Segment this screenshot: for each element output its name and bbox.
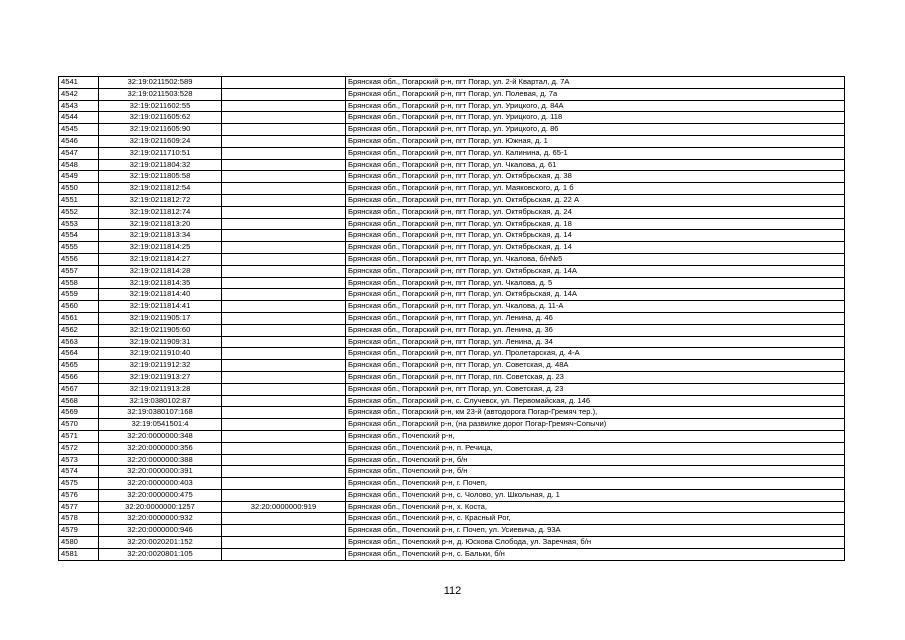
previous-cadastral-number-cell	[222, 100, 346, 112]
address-cell: Брянская обл., Погарский р-н, пгт Погар, ул. Урицкого, д. 84А	[346, 100, 845, 112]
cadastral-number-cell: 32:20:0000000:388	[99, 454, 222, 466]
table-row	[59, 301, 845, 313]
address-cell: Брянская обл., Погарский р-н, пгт Погар, ул. Советская, д. 48А	[346, 360, 845, 372]
previous-cadastral-number-cell	[222, 147, 346, 159]
previous-cadastral-number-cell	[222, 194, 346, 206]
table-row	[59, 194, 845, 206]
cadastral-number-cell: 32:19:0211912:32	[99, 360, 222, 372]
address-cell: Брянская обл., Почепский р-н, х. Коста,	[346, 501, 845, 513]
table-row	[59, 360, 845, 372]
address-cell: Брянская обл., Почепский р-н, г. Почеп,	[346, 478, 845, 490]
cadastral-number-cell: 32:20:0000000:348	[99, 430, 222, 442]
row-number-cell: 4548	[59, 159, 99, 171]
cadastral-number-cell: 32:19:0211913:28	[99, 383, 222, 395]
previous-cadastral-number-cell	[222, 124, 346, 136]
row-number-cell: 4545	[59, 124, 99, 136]
row-number-cell: 4542	[59, 88, 99, 100]
address-cell: Брянская обл., Погарский р-н, пгт Погар, ул. Чкалова, б/н№5	[346, 253, 845, 265]
address-cell: Брянская обл., Почепский р-н, п. Речица,	[346, 442, 845, 454]
row-number-cell: 4547	[59, 147, 99, 159]
row-number-cell: 4569	[59, 407, 99, 419]
row-number-cell: 4580	[59, 537, 99, 549]
row-number-cell: 4554	[59, 230, 99, 242]
table-row	[59, 253, 845, 265]
cadastral-number-cell: 32:19:0211814:40	[99, 289, 222, 301]
address-cell: Брянская обл., Погарский р-н, пгт Погар, ул. Ленина, д. 46	[346, 312, 845, 324]
address-cell: Брянская обл., Погарский р-н, пгт Погар, ул. Октябрьская, д. 14	[346, 242, 845, 254]
table-row	[59, 478, 845, 490]
row-number-cell: 4564	[59, 348, 99, 360]
table-row	[59, 407, 845, 419]
row-number-cell: 4543	[59, 100, 99, 112]
previous-cadastral-number-cell	[222, 218, 346, 230]
table-row	[59, 230, 845, 242]
row-number-cell: 4556	[59, 253, 99, 265]
cadastral-number-cell: 32:19:0211913:27	[99, 371, 222, 383]
previous-cadastral-number-cell	[222, 77, 346, 89]
cadastral-number-cell: 32:19:0211813:34	[99, 230, 222, 242]
cadastral-number-cell: 32:19:0380107:168	[99, 407, 222, 419]
previous-cadastral-number-cell	[222, 230, 346, 242]
table-row	[59, 395, 845, 407]
row-number-cell: 4581	[59, 548, 99, 560]
previous-cadastral-number-cell	[222, 183, 346, 195]
address-cell: Брянская обл., Погарский р-н, пгт Погар, ул. Южная, д. 1	[346, 135, 845, 147]
previous-cadastral-number-cell	[222, 371, 346, 383]
address-cell: Брянская обл., Почепский р-н, с. Чолово, ул. Школьная, д. 1	[346, 489, 845, 501]
address-cell: Брянская обл., Погарский р-н, с. Случевск, ул. Первомайская, д. 146	[346, 395, 845, 407]
address-cell: Брянская обл., Погарский р-н, пгт Погар, ул. Урицкого, д. 86	[346, 124, 845, 136]
address-cell: Брянская обл., Погарский р-н, пгт Погар, ул. Октябрьская, д. 14А	[346, 265, 845, 277]
previous-cadastral-number-cell	[222, 348, 346, 360]
table-row	[59, 454, 845, 466]
previous-cadastral-number-cell	[222, 242, 346, 254]
previous-cadastral-number-cell	[222, 525, 346, 537]
address-cell: Брянская обл., Почепский р-н, с. Красный Рог,	[346, 513, 845, 525]
previous-cadastral-number-cell	[222, 478, 346, 490]
row-number-cell: 4546	[59, 135, 99, 147]
address-cell: Брянская обл., Погарский р-н, пгт Погар, ул. Ленина, д. 36	[346, 324, 845, 336]
address-cell: Брянская обл., Почепский р-н,	[346, 430, 845, 442]
previous-cadastral-number-cell: 32:20:0000000:919	[222, 501, 346, 513]
cadastral-number-cell: 32:19:0211905:17	[99, 312, 222, 324]
previous-cadastral-number-cell	[222, 442, 346, 454]
cadastral-number-cell: 32:19:0380102:87	[99, 395, 222, 407]
cadastral-number-cell: 32:19:0541501:4	[99, 419, 222, 431]
previous-cadastral-number-cell	[222, 324, 346, 336]
register-table-body	[59, 77, 845, 561]
row-number-cell: 4576	[59, 489, 99, 501]
table-row	[59, 489, 845, 501]
table-row	[59, 430, 845, 442]
previous-cadastral-number-cell	[222, 253, 346, 265]
row-number-cell: 4549	[59, 171, 99, 183]
previous-cadastral-number-cell	[222, 383, 346, 395]
previous-cadastral-number-cell	[222, 360, 346, 372]
cadastral-number-cell: 32:19:0211804:32	[99, 159, 222, 171]
cadastral-number-cell: 32:19:0211814:28	[99, 265, 222, 277]
table-row	[59, 383, 845, 395]
address-cell: Брянская обл., Погарский р-н, пгт Погар, ул. Октябрьская, д. 24	[346, 206, 845, 218]
table-row	[59, 289, 845, 301]
previous-cadastral-number-cell	[222, 336, 346, 348]
address-cell: Брянская обл., Погарский р-н, (на развилке дорог Погар-Гремяч-Сопычи)	[346, 419, 845, 431]
cadastral-number-cell: 32:19:0211503:528	[99, 88, 222, 100]
previous-cadastral-number-cell	[222, 277, 346, 289]
page-number: 112	[443, 585, 462, 597]
cadastral-number-cell: 32:20:0020801:105	[99, 548, 222, 560]
row-number-cell: 4578	[59, 513, 99, 525]
cadastral-number-cell: 32:20:0000000:391	[99, 466, 222, 478]
row-number-cell: 4575	[59, 478, 99, 490]
cadastral-number-cell: 32:19:0211812:74	[99, 206, 222, 218]
previous-cadastral-number-cell	[222, 171, 346, 183]
table-row	[59, 548, 845, 560]
cadastral-number-cell: 32:19:0211910:40	[99, 348, 222, 360]
address-cell: Брянская обл., Почепский р-н, г. Почеп, ул. Усиевича, д. 93А	[346, 525, 845, 537]
address-cell: Брянская обл., Почепский р-н, д. Юскова Слобода, ул. Заречная, б/н	[346, 537, 845, 549]
address-cell: Брянская обл., Почепский р-н, б/н	[346, 454, 845, 466]
table-row	[59, 419, 845, 431]
row-number-cell: 4558	[59, 277, 99, 289]
row-number-cell: 4577	[59, 501, 99, 513]
cadastral-number-cell: 32:19:0211812:54	[99, 183, 222, 195]
cadastral-number-cell: 32:19:0211909:31	[99, 336, 222, 348]
row-number-cell: 4561	[59, 312, 99, 324]
table-row	[59, 537, 845, 549]
row-number-cell: 4562	[59, 324, 99, 336]
table-row	[59, 501, 845, 513]
cadastral-number-cell: 32:20:0000000:356	[99, 442, 222, 454]
address-cell: Брянская обл., Погарский р-н, пгт Погар, ул. Чкалова, д. 11-А	[346, 301, 845, 313]
address-cell: Брянская обл., Погарский р-н, пгт Погар, ул. Полевая, д. 7а	[346, 88, 845, 100]
table-row	[59, 159, 845, 171]
previous-cadastral-number-cell	[222, 289, 346, 301]
property-register-table	[58, 76, 845, 561]
cadastral-number-cell: 32:19:0211609:24	[99, 135, 222, 147]
previous-cadastral-number-cell	[222, 88, 346, 100]
cadastral-number-cell: 32:19:0211710:51	[99, 147, 222, 159]
previous-cadastral-number-cell	[222, 407, 346, 419]
address-cell: Брянская обл., Погарский р-н, пгт Погар, ул. Маяковского, д. 1 б	[346, 183, 845, 195]
table-row	[59, 466, 845, 478]
address-cell: Брянская обл., Погарский р-н, пгт Погар, ул. Урицкого, д. 118	[346, 112, 845, 124]
table-row	[59, 124, 845, 136]
table-row	[59, 147, 845, 159]
address-cell: Брянская обл., Погарский р-н, км 23-й (автодорога Погар-Гремяч тер.),	[346, 407, 845, 419]
cadastral-number-cell: 32:19:0211814:35	[99, 277, 222, 289]
previous-cadastral-number-cell	[222, 112, 346, 124]
table-row	[59, 348, 845, 360]
table-row	[59, 265, 845, 277]
row-number-cell: 4568	[59, 395, 99, 407]
row-number-cell: 4557	[59, 265, 99, 277]
previous-cadastral-number-cell	[222, 430, 346, 442]
row-number-cell: 4563	[59, 336, 99, 348]
address-cell: Брянская обл., Погарский р-н, пгт Погар, ул. Пролетарская, д. 4-А	[346, 348, 845, 360]
cadastral-number-cell: 32:19:0211605:90	[99, 124, 222, 136]
row-number-cell: 4565	[59, 360, 99, 372]
table-row	[59, 100, 845, 112]
table-row	[59, 112, 845, 124]
cadastral-number-cell: 32:19:0211814:25	[99, 242, 222, 254]
row-number-cell: 4552	[59, 206, 99, 218]
previous-cadastral-number-cell	[222, 489, 346, 501]
cadastral-number-cell: 32:19:0211812:72	[99, 194, 222, 206]
row-number-cell: 4567	[59, 383, 99, 395]
table-row	[59, 77, 845, 89]
previous-cadastral-number-cell	[222, 466, 346, 478]
cadastral-number-cell: 32:20:0000000:946	[99, 525, 222, 537]
cadastral-number-cell: 32:19:0211905:60	[99, 324, 222, 336]
table-row	[59, 206, 845, 218]
row-number-cell: 4559	[59, 289, 99, 301]
previous-cadastral-number-cell	[222, 419, 346, 431]
table-row	[59, 183, 845, 195]
table-row	[59, 513, 845, 525]
address-cell: Брянская обл., Почепский р-н, б/н	[346, 466, 845, 478]
cadastral-number-cell: 32:19:0211605:62	[99, 112, 222, 124]
address-cell: Брянская обл., Погарский р-н, пгт Погар, ул. Советская, д. 23	[346, 383, 845, 395]
address-cell: Брянская обл., Погарский р-н, пгт Погар, ул. Октябрьская, д. 14	[346, 230, 845, 242]
cadastral-number-cell: 32:20:0020201:152	[99, 537, 222, 549]
table-row	[59, 88, 845, 100]
cadastral-number-cell: 32:19:0211813:20	[99, 218, 222, 230]
cadastral-number-cell: 32:19:0211814:41	[99, 301, 222, 313]
row-number-cell: 4573	[59, 454, 99, 466]
cadastral-number-cell: 32:19:0211602:55	[99, 100, 222, 112]
previous-cadastral-number-cell	[222, 135, 346, 147]
table-row	[59, 171, 845, 183]
previous-cadastral-number-cell	[222, 206, 346, 218]
address-cell: Брянская обл., Почепский р-н, с. Бальки, б/н	[346, 548, 845, 560]
address-cell: Брянская обл., Погарский р-н, пгт Погар, ул. Чкалова, д. 61	[346, 159, 845, 171]
row-number-cell: 4579	[59, 525, 99, 537]
row-number-cell: 4541	[59, 77, 99, 89]
table-row	[59, 371, 845, 383]
cadastral-number-cell: 32:20:0000000:932	[99, 513, 222, 525]
row-number-cell: 4544	[59, 112, 99, 124]
address-cell: Брянская обл., Погарский р-н, пгт Погар, пл. Советская, д. 23	[346, 371, 845, 383]
table-row	[59, 218, 845, 230]
row-number-cell: 4551	[59, 194, 99, 206]
cadastral-number-cell: 32:19:0211805:58	[99, 171, 222, 183]
previous-cadastral-number-cell	[222, 548, 346, 560]
row-number-cell: 4566	[59, 371, 99, 383]
row-number-cell: 4555	[59, 242, 99, 254]
address-cell: Брянская обл., Погарский р-н, пгт Погар, ул. Октябрьская, д. 22 А	[346, 194, 845, 206]
table-row	[59, 525, 845, 537]
cadastral-number-cell: 32:19:0211502:589	[99, 77, 222, 89]
table-row	[59, 312, 845, 324]
previous-cadastral-number-cell	[222, 513, 346, 525]
cadastral-number-cell: 32:20:0000000:475	[99, 489, 222, 501]
address-cell: Брянская обл., Погарский р-н, пгт Погар, ул. Калинина, д. 65-1	[346, 147, 845, 159]
previous-cadastral-number-cell	[222, 454, 346, 466]
address-cell: Брянская обл., Погарский р-н, пгт Погар, ул. Октябрьская, д. 38	[346, 171, 845, 183]
cadastral-number-cell: 32:20:0000000:1257	[99, 501, 222, 513]
address-cell: Брянская обл., Погарский р-н, пгт Погар, ул. Октябрьская, д. 18	[346, 218, 845, 230]
table-row	[59, 135, 845, 147]
row-number-cell: 4574	[59, 466, 99, 478]
cadastral-number-cell: 32:20:0000000:403	[99, 478, 222, 490]
cadastral-number-cell: 32:19:0211814:27	[99, 253, 222, 265]
row-number-cell: 4571	[59, 430, 99, 442]
table-row	[59, 277, 845, 289]
row-number-cell: 4560	[59, 301, 99, 313]
table-row	[59, 336, 845, 348]
previous-cadastral-number-cell	[222, 395, 346, 407]
row-number-cell: 4572	[59, 442, 99, 454]
previous-cadastral-number-cell	[222, 312, 346, 324]
table-row	[59, 324, 845, 336]
address-cell: Брянская обл., Погарский р-н, пгт Погар, ул. Октябрьская, д. 14А	[346, 289, 845, 301]
row-number-cell: 4570	[59, 419, 99, 431]
table-row	[59, 242, 845, 254]
table-row	[59, 442, 845, 454]
address-cell: Брянская обл., Погарский р-н, пгт Погар, ул. 2-й Квартал, д. 7А	[346, 77, 845, 89]
row-number-cell: 4553	[59, 218, 99, 230]
previous-cadastral-number-cell	[222, 159, 346, 171]
address-cell: Брянская обл., Погарский р-н, пгт Погар, ул. Ленина, д. 34	[346, 336, 845, 348]
previous-cadastral-number-cell	[222, 265, 346, 277]
previous-cadastral-number-cell	[222, 301, 346, 313]
address-cell: Брянская обл., Погарский р-н, пгт Погар, ул. Чкалова, д. 5	[346, 277, 845, 289]
row-number-cell: 4550	[59, 183, 99, 195]
previous-cadastral-number-cell	[222, 537, 346, 549]
